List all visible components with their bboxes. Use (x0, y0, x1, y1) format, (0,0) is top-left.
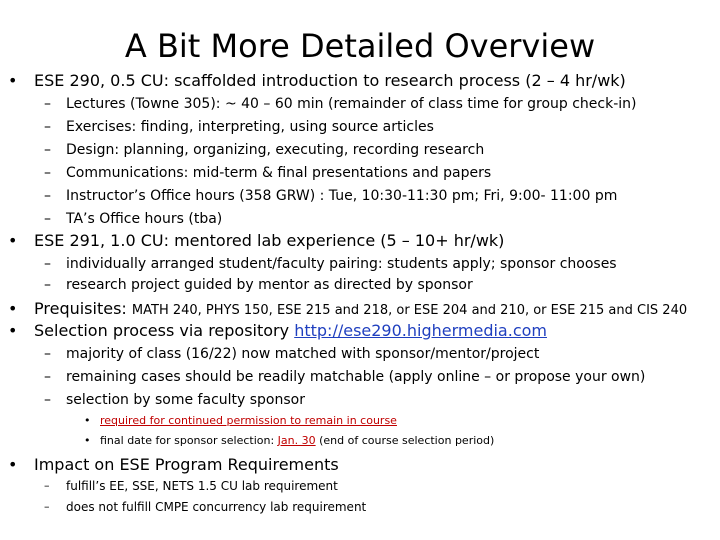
prerequisites-label: Prequisites: (34, 299, 127, 318)
slide-title: A Bit More Detailed Overview (124, 27, 596, 65)
ese290-sub-exercises: Exercises: finding, interpreting, using source articles (66, 119, 434, 135)
ese291-sub-pairing: individually arranged student/faculty pairing: students apply; sponsor chooses (66, 256, 617, 272)
dash-icon: – (44, 392, 51, 408)
note-final-suffix: (end of course selection period) (319, 434, 495, 447)
bullet-icon: • (84, 414, 91, 427)
dash-icon: – (44, 211, 51, 227)
dash-icon: – (44, 188, 51, 204)
dash-icon: – (44, 369, 51, 385)
dash-icon: – (44, 479, 50, 492)
bullet-icon: • (8, 321, 18, 340)
impact-sub-not-fulfill: does not fulfill CMPE concurrency lab requirement (66, 500, 367, 514)
dash-icon: – (44, 256, 51, 272)
dash-icon: – (44, 165, 51, 181)
ese291-item: ESE 291, 1.0 CU: mentored lab experience (5 – 10+ hr/wk) (34, 231, 505, 250)
impact-item: Impact on ESE Program Requirements (34, 455, 339, 474)
bullet-icon: • (8, 455, 18, 474)
ese290-sub-office-hours: Instructor’s Office hours (358 GRW) : Tue, 10:30-11:30 pm; Fri, 9:00- 11:00 pm (66, 188, 618, 204)
dash-icon: – (44, 142, 51, 158)
dash-icon: – (44, 277, 51, 293)
bullet-icon: • (84, 434, 91, 447)
note-final-date-value: Jan. 30 (277, 434, 316, 447)
prerequisites-item (34, 299, 687, 321)
repository-link[interactable]: http://ese290.highermedia.com (294, 321, 547, 340)
ese290-sub-design: Design: planning, organizing, executing, recording research (66, 142, 485, 158)
selection-sub-majority: majority of class (16/22) now matched with sponsor/mentor/project (66, 346, 540, 362)
note-final-prefix: final date for sponsor selection: (100, 434, 275, 447)
ese290-sub-ta-hours: TA’s Office hours (tba) (66, 211, 223, 227)
dash-icon: – (44, 346, 51, 362)
impact-sub-fulfills: fulfill’s EE, SSE, NETS 1.5 CU lab requirement (66, 479, 338, 493)
bullet-icon: • (8, 231, 18, 250)
ese290-sub-lectures: Lectures (Towne 305): ~ 40 – 60 min (remainder of class time for group check-in) (66, 96, 637, 112)
selection-item (34, 321, 547, 341)
selection-sub-remaining: remaining cases should be readily matchable (apply online – or propose your own) (66, 369, 646, 385)
dash-icon: – (44, 500, 50, 513)
note-required-text: required for continued permission to remain in course (100, 414, 397, 427)
dash-icon: – (44, 119, 51, 135)
ese291-sub-project: research project guided by mentor as directed by sponsor (66, 277, 473, 293)
dash-icon: – (44, 96, 51, 112)
prerequisites-courses: MATH 240, PHYS 150, ESE 215 and 218, or ESE 204 and 210, or ESE 215 and CIS 240 (131, 303, 688, 318)
selection-sub-faculty: selection by some faculty sponsor (66, 392, 305, 408)
note-final-date (100, 434, 494, 448)
ese290-sub-communications: Communications: mid-term & final presentations and papers (66, 165, 492, 181)
ese290-item: ESE 290, 0.5 CU: scaffolded introduction to research process (2 – 4 hr/wk) (34, 71, 626, 90)
bullet-icon: • (8, 299, 18, 318)
note-required (100, 414, 397, 428)
selection-text: Selection process via repository (34, 321, 290, 340)
bullet-icon: • (8, 71, 18, 90)
